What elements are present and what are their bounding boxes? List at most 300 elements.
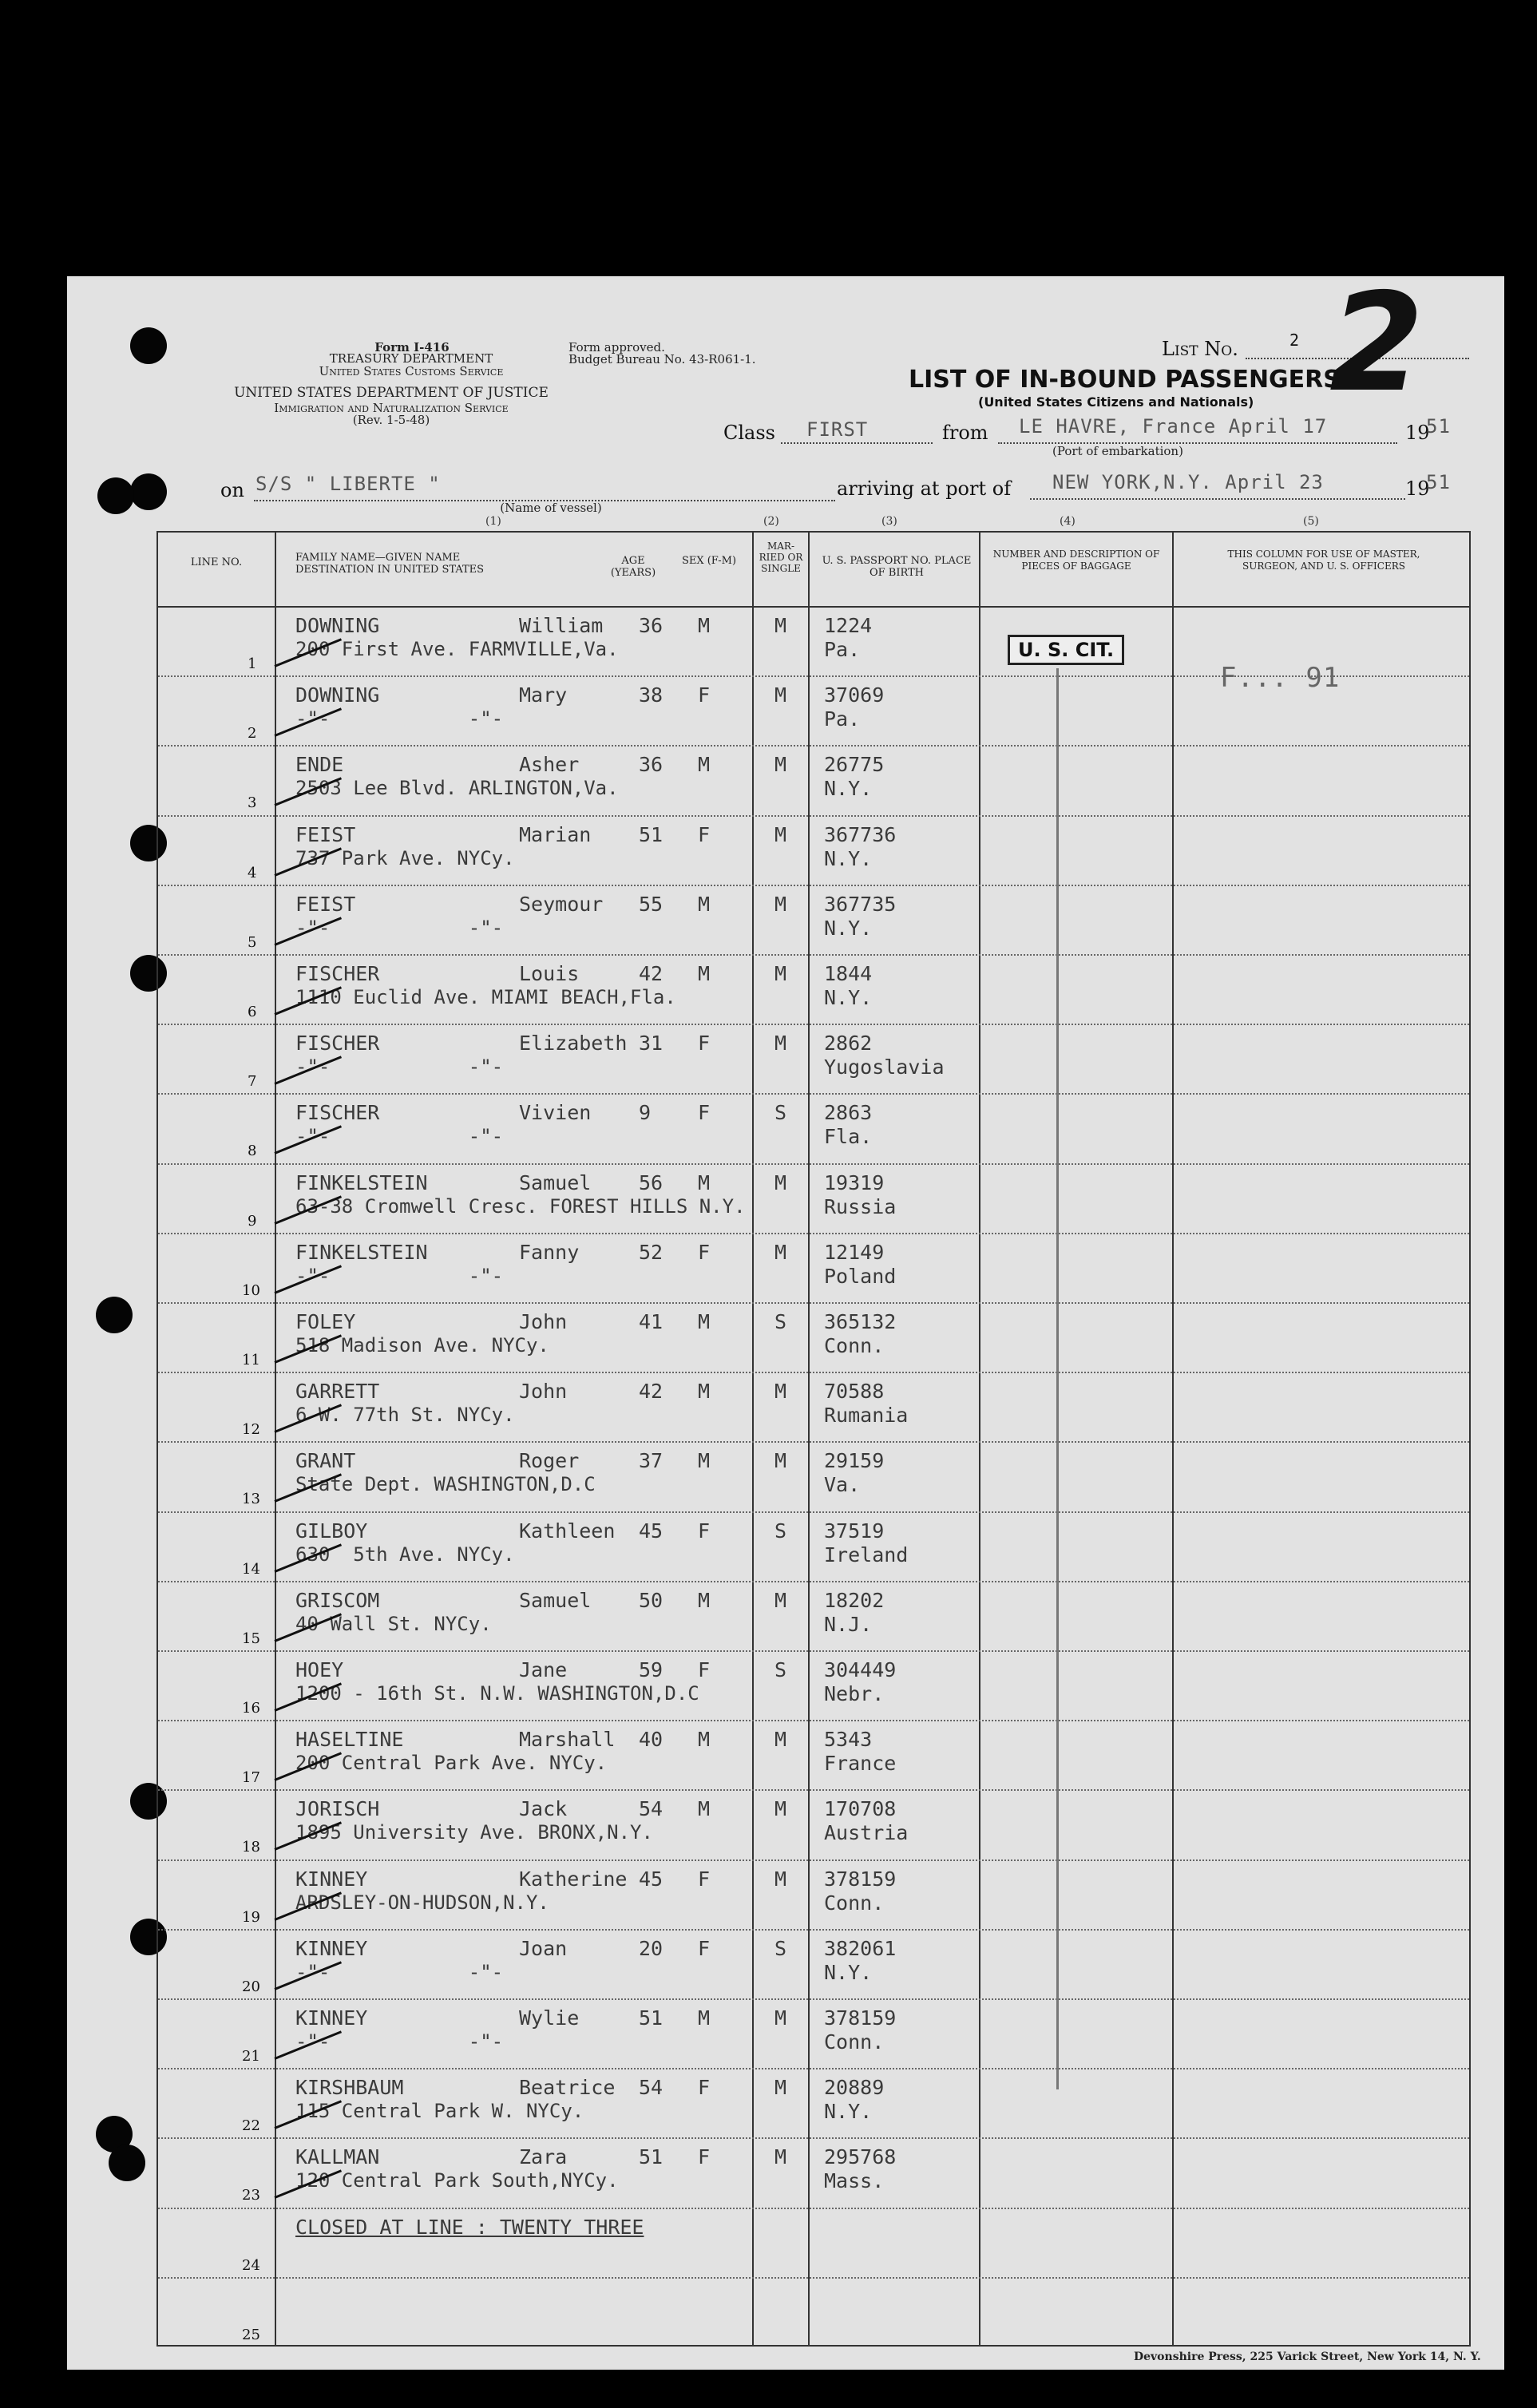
- marital-status: M: [774, 1170, 787, 1194]
- table-row: [158, 1789, 1469, 1859]
- given-name: Fanny: [519, 1240, 580, 1264]
- row-divider: [158, 2277, 1469, 2279]
- department-of-justice: UNITED STATES DEPARTMENT OF JUSTICE: [234, 385, 549, 401]
- treasury-department: TREASURY DEPARTMENT: [329, 351, 493, 366]
- table-row: [158, 885, 1469, 954]
- family-name: KINNEY: [295, 2006, 368, 2030]
- marital-status: S: [774, 1519, 787, 1543]
- row-divider: [158, 1233, 1469, 1234]
- birthplace: N.Y.: [824, 846, 873, 870]
- line-number: 19: [242, 1908, 260, 1926]
- form-number: Form I-416: [374, 340, 450, 354]
- sex: F: [698, 1032, 711, 1055]
- from-year-suffix: 51: [1426, 415, 1451, 438]
- destination: 40 Wall St. NYCy.: [295, 1612, 492, 1635]
- birthplace: Ireland: [824, 1543, 909, 1566]
- passport-number: 378159: [824, 1867, 897, 1891]
- birthplace: Russia: [824, 1194, 897, 1218]
- table-row: [158, 1720, 1469, 1789]
- passport-number: 2863: [824, 1101, 873, 1125]
- marital-status: M: [774, 1449, 787, 1473]
- form-title: LIST OF IN-BOUND PASSENGERS: [909, 366, 1341, 394]
- birthplace: N.J.: [824, 1612, 873, 1636]
- birthplace: Mass.: [824, 2169, 885, 2193]
- line-number: 7: [248, 1073, 257, 1091]
- passport-number: 19319: [824, 1170, 885, 1194]
- table-row: [158, 1441, 1469, 1511]
- family-name: KINNEY: [295, 1867, 368, 1891]
- age: 50: [639, 1588, 664, 1612]
- arriving-year-suffix: 51: [1426, 471, 1451, 493]
- arriving-label: arriving at port of: [837, 477, 1012, 500]
- column-header-line: LINE NO.: [190, 556, 243, 568]
- sex: F: [698, 2145, 711, 2169]
- stamp-ditto-line: [1056, 668, 1059, 2089]
- sex: M: [698, 1170, 711, 1194]
- table-row: [158, 1511, 1469, 1581]
- family-name: KINNEY: [295, 1936, 368, 1960]
- table-row: [158, 1929, 1469, 1998]
- column-number: (1): [485, 515, 501, 528]
- marital-status: M: [774, 2076, 787, 2100]
- on-label: on: [220, 479, 244, 501]
- line-number: 3: [248, 794, 257, 812]
- birthplace: Pa.: [824, 638, 861, 661]
- family-name: GRISCOM: [295, 1588, 380, 1612]
- list-number-value: 2: [1289, 331, 1301, 350]
- given-name: Kathleen: [519, 1519, 616, 1543]
- destination: 2503 Lee Blvd. ARLINGTON,Va.: [295, 777, 619, 800]
- age: 51: [639, 2006, 664, 2030]
- destination: 120 Central Park South,NYCy.: [295, 2169, 619, 2192]
- family-name: HASELTINE: [295, 1728, 404, 1752]
- age: 42: [639, 962, 664, 985]
- arriving-year-prefix: 19: [1405, 477, 1430, 500]
- destination: -"- -"-: [295, 1264, 504, 1287]
- birthplace: Nebr.: [824, 1682, 885, 1705]
- line-number: 4: [248, 864, 257, 881]
- passport-number: 304449: [824, 1658, 897, 1681]
- birthplace: N.Y.: [824, 986, 873, 1009]
- class-line: [781, 442, 933, 444]
- customs-service: United States Customs Service: [319, 364, 504, 378]
- sex: M: [698, 1380, 711, 1404]
- marital-status: M: [774, 1240, 787, 1264]
- destination: ARDSLEY-ON-HUDSON,N.Y.: [295, 1891, 549, 1914]
- punch-hole: [97, 477, 134, 514]
- form-subtitle: (United States Citizens and Nationals): [978, 394, 1254, 410]
- destination: -"- -"-: [295, 1960, 504, 1983]
- row-divider: [158, 1441, 1469, 1443]
- sex: M: [698, 1449, 711, 1473]
- vessel-caption: (Name of vessel): [500, 501, 602, 515]
- given-name: Roger: [519, 1449, 580, 1473]
- age: 36: [639, 614, 664, 637]
- passport-number: 26775: [824, 753, 885, 777]
- destination: 518 Madison Ave. NYCy.: [295, 1334, 549, 1356]
- sex: M: [698, 1588, 711, 1612]
- given-name: Elizabeth: [519, 1032, 628, 1055]
- row-divider: [158, 2137, 1469, 2139]
- column-header-passport: U. S. PASSPORT NO. PLACE OF BIRTH: [822, 555, 972, 579]
- family-name: GRANT: [295, 1449, 356, 1473]
- marital-status: M: [774, 1728, 787, 1752]
- row-divider: [158, 1929, 1469, 1931]
- passport-number: 170708: [824, 1797, 897, 1821]
- officer-note: F... 91: [1220, 662, 1341, 694]
- age: 36: [639, 753, 664, 777]
- sex: M: [698, 614, 711, 637]
- row-divider: [158, 2208, 1469, 2209]
- port-caption: (Port of embarkation): [1052, 444, 1183, 458]
- birthplace: N.Y.: [824, 777, 873, 801]
- given-name: Zara: [519, 2145, 568, 2169]
- age: 9: [639, 1101, 652, 1125]
- printer-credit: Devonshire Press, 225 Varick Street, New York 14, N. Y.: [1134, 2351, 1481, 2363]
- column-number: (5): [1303, 515, 1319, 528]
- family-name: GILBOY: [295, 1519, 368, 1543]
- passport-number: 365132: [824, 1310, 897, 1333]
- sex: F: [698, 1101, 711, 1125]
- from-label: from: [942, 422, 988, 444]
- family-name: ENDE: [295, 753, 344, 777]
- marital-status: M: [774, 753, 787, 777]
- given-name: Marshall: [519, 1728, 616, 1752]
- sex: M: [698, 892, 711, 916]
- age: 54: [639, 2076, 664, 2100]
- given-name: Katherine: [519, 1867, 628, 1891]
- passport-number: 18202: [824, 1588, 885, 1612]
- marital-status: M: [774, 892, 787, 916]
- row-divider: [158, 1650, 1469, 1652]
- marital-status: M: [774, 1797, 787, 1821]
- list-number-label: List No.: [1162, 338, 1238, 360]
- table-row: [158, 745, 1469, 814]
- row-divider: [158, 1163, 1469, 1165]
- marital-status: M: [774, 2145, 787, 2169]
- table-row: [158, 1024, 1469, 1093]
- destination: -"- -"-: [295, 1055, 504, 1079]
- destination: 1200 - 16th St. N.W. WASHINGTON,D.C: [295, 1682, 699, 1705]
- passport-number: 2862: [824, 1032, 873, 1055]
- passport-number: 367736: [824, 822, 897, 846]
- line-number: 14: [242, 1560, 260, 1578]
- passport-number: 1844: [824, 962, 873, 985]
- column-number: (2): [763, 515, 779, 528]
- age: 59: [639, 1658, 664, 1681]
- given-name: Wylie: [519, 2006, 580, 2030]
- table-row: [158, 2068, 1469, 2137]
- sex: M: [698, 753, 711, 777]
- sex: F: [698, 1658, 711, 1681]
- line-number: 6: [248, 1004, 257, 1020]
- sex: F: [698, 683, 711, 707]
- passport-number: 70588: [824, 1380, 885, 1404]
- destination: 737 Park Ave. NYCy.: [295, 846, 515, 869]
- birthplace: N.Y.: [824, 916, 873, 940]
- sex: M: [698, 1728, 711, 1752]
- table-row: [158, 1302, 1469, 1372]
- arriving-line: [1030, 498, 1405, 500]
- marital-status: M: [774, 1032, 787, 1055]
- family-name: FEIST: [295, 892, 356, 916]
- marital-status: M: [774, 822, 787, 846]
- family-name: FISCHER: [295, 962, 380, 985]
- column-header-baggage: NUMBER AND DESCRIPTION OF PIECES OF BAGGAGE: [992, 549, 1160, 572]
- line-number: 8: [248, 1143, 257, 1160]
- age: 51: [639, 2145, 664, 2169]
- row-divider: [158, 1372, 1469, 1373]
- vessel-value: S/S " LIBERTE ": [256, 473, 441, 495]
- table-row: [158, 1093, 1469, 1162]
- given-name: Samuel: [519, 1588, 592, 1612]
- table-row: [158, 2208, 1469, 2277]
- family-name: FEIST: [295, 822, 356, 846]
- line-number: 24: [242, 2256, 260, 2274]
- passport-number: 382061: [824, 1936, 897, 1960]
- line-number: 20: [242, 1978, 260, 1995]
- destination: 6 W. 77th St. NYCy.: [295, 1404, 515, 1427]
- family-name: HOEY: [295, 1658, 344, 1681]
- list-number-large: 2: [1329, 264, 1424, 422]
- row-divider: [158, 885, 1469, 886]
- destination: -"- -"-: [295, 916, 504, 939]
- given-name: Samuel: [519, 1170, 592, 1194]
- birthplace: France: [824, 1752, 897, 1776]
- sex: F: [698, 1519, 711, 1543]
- row-divider: [158, 1302, 1469, 1304]
- given-name: Louis: [519, 962, 580, 985]
- age: 42: [639, 1380, 664, 1404]
- sex: M: [698, 2006, 711, 2030]
- row-divider: [158, 1581, 1469, 1582]
- line-number: 2: [248, 725, 257, 743]
- age: 38: [639, 683, 664, 707]
- punch-hole: [130, 327, 167, 364]
- family-name: GARRETT: [295, 1380, 380, 1404]
- column-header-age: AGE (YEARS): [610, 555, 656, 579]
- birthplace: N.Y.: [824, 2100, 873, 2124]
- marital-status: M: [774, 683, 787, 707]
- age: 45: [639, 1867, 664, 1891]
- column-number: (3): [881, 515, 897, 528]
- row-divider: [158, 1511, 1469, 1513]
- age: 41: [639, 1310, 664, 1333]
- destination: 115 Central Park W. NYCy.: [295, 2100, 584, 2123]
- closed-note: CLOSED AT LINE : TWENTY THREE: [295, 2215, 644, 2239]
- family-name: FISCHER: [295, 1032, 380, 1055]
- form-approved: Form approved.: [568, 340, 665, 354]
- marital-status: M: [774, 1380, 787, 1404]
- given-name: Marian: [519, 822, 592, 846]
- sex: M: [698, 1310, 711, 1333]
- passenger-table: [156, 531, 1471, 2347]
- line-number: 13: [242, 1491, 260, 1508]
- family-name: FOLEY: [295, 1310, 356, 1333]
- given-name: Jack: [519, 1797, 568, 1821]
- given-name: John: [519, 1380, 568, 1404]
- row-divider: [158, 1024, 1469, 1025]
- row-divider: [158, 1789, 1469, 1791]
- table-row: [158, 954, 1469, 1024]
- age: 52: [639, 1240, 664, 1264]
- age: 55: [639, 892, 664, 916]
- destination: -"- -"-: [295, 2030, 504, 2053]
- line-number: 16: [242, 1700, 260, 1717]
- destination: -"- -"-: [295, 1125, 504, 1148]
- row-divider: [158, 815, 1469, 817]
- from-value: LE HAVRE, France April 17: [1019, 415, 1328, 438]
- family-name: KALLMAN: [295, 2145, 380, 2169]
- column-header-sex: SEX (F-M): [681, 555, 737, 567]
- marital-status: M: [774, 962, 787, 985]
- family-name: DOWNING: [295, 614, 380, 637]
- age: 54: [639, 1797, 664, 1821]
- table-row: [158, 1163, 1469, 1233]
- line-number: 12: [242, 1421, 260, 1439]
- birthplace: Yugoslavia: [824, 1055, 945, 1079]
- destination: 200 Central Park Ave. NYCy.: [295, 1752, 608, 1775]
- punch-hole: [109, 2145, 145, 2181]
- budget-bureau: Budget Bureau No. 43-R061-1.: [568, 352, 756, 366]
- marital-status: S: [774, 1101, 787, 1125]
- birthplace: Austria: [824, 1821, 909, 1845]
- given-name: Seymour: [519, 892, 604, 916]
- column-header-officers: THIS COLUMN FOR USE OF MASTER, SURGEON, AND U. S. OFFICERS: [1227, 549, 1420, 572]
- marital-status: M: [774, 2006, 787, 2030]
- line-number: 23: [242, 2187, 260, 2204]
- line-number: 11: [242, 1352, 260, 1368]
- immigration-service: Immigration and Naturalization Service: [274, 401, 509, 415]
- line-number: 15: [242, 1630, 260, 1647]
- sex: F: [698, 1240, 711, 1264]
- given-name: Mary: [519, 683, 568, 707]
- table-row: [158, 1581, 1469, 1650]
- column-header-name: FAMILY NAME—GIVEN NAME DESTINATION IN UNITED STATES: [295, 552, 485, 576]
- punch-hole: [130, 473, 167, 510]
- age: 31: [639, 1032, 664, 1055]
- birthplace: N.Y.: [824, 1960, 873, 1984]
- family-name: FINKELSTEIN: [295, 1170, 428, 1194]
- marital-status: M: [774, 1867, 787, 1891]
- given-name: Asher: [519, 753, 580, 777]
- destination: 1110 Euclid Ave. MIAMI BEACH,Fla.: [295, 986, 676, 1008]
- table-row: [158, 1650, 1469, 1720]
- passport-number: 378159: [824, 2006, 897, 2030]
- birthplace: Poland: [824, 1264, 897, 1288]
- table-row: [158, 1233, 1469, 1302]
- row-divider: [158, 1720, 1469, 1721]
- destination: State Dept. WASHINGTON,D.C: [295, 1473, 596, 1496]
- given-name: Beatrice: [519, 2076, 616, 2100]
- age: 56: [639, 1170, 664, 1194]
- birthplace: Conn.: [824, 1334, 885, 1357]
- sex: F: [698, 1936, 711, 1960]
- marital-status: M: [774, 614, 787, 637]
- birthplace: Fla.: [824, 1125, 873, 1149]
- given-name: John: [519, 1310, 568, 1333]
- line-number: 5: [248, 933, 257, 951]
- line-number: 25: [242, 2326, 260, 2343]
- marital-status: S: [774, 1310, 787, 1333]
- passport-number: 1224: [824, 614, 873, 637]
- us-citizen-stamp: U. S. CIT.: [1008, 635, 1124, 665]
- passport-number: 5343: [824, 1728, 873, 1752]
- passport-number: 37519: [824, 1519, 885, 1543]
- row-divider: [158, 2068, 1469, 2069]
- from-year-prefix: 19: [1405, 422, 1430, 444]
- destination: 63-38 Cromwell Cresc. FOREST HILLS N.Y.: [295, 1194, 746, 1218]
- row-divider: [158, 1998, 1469, 2000]
- family-name: KIRSHBAUM: [295, 2076, 404, 2100]
- sex: F: [698, 1867, 711, 1891]
- line-number: 18: [242, 1839, 260, 1856]
- line-number: 21: [242, 2048, 260, 2065]
- age: 37: [639, 1449, 664, 1473]
- family-name: FISCHER: [295, 1101, 380, 1125]
- table-row: [158, 1859, 1469, 1929]
- table-row: [158, 1998, 1469, 2068]
- table-row: [158, 1372, 1469, 1441]
- passport-number: 20889: [824, 2076, 885, 2100]
- birthplace: Conn.: [824, 1891, 885, 1915]
- table-row: [158, 2137, 1469, 2207]
- birthplace: Pa.: [824, 707, 861, 731]
- destination: 200 First Ave. FARMVILLE,Va.: [295, 638, 619, 660]
- age: 45: [639, 1519, 664, 1543]
- passport-number: 37069: [824, 683, 885, 707]
- line-number: 17: [242, 1769, 260, 1787]
- age: 20: [639, 1936, 664, 1960]
- row-divider: [158, 1859, 1469, 1861]
- given-name: Vivien: [519, 1101, 592, 1125]
- passport-number: 367735: [824, 892, 897, 916]
- given-name: Jane: [519, 1658, 568, 1681]
- birthplace: Conn.: [824, 2030, 885, 2054]
- table-row: [158, 2277, 1469, 2347]
- sex: M: [698, 1797, 711, 1821]
- family-name: JORISCH: [295, 1797, 380, 1821]
- given-name: Joan: [519, 1936, 568, 1960]
- row-divider: [158, 1093, 1469, 1095]
- class-label: Class: [723, 422, 775, 444]
- table-row: [158, 815, 1469, 885]
- age: 40: [639, 1728, 664, 1752]
- family-name: DOWNING: [295, 683, 380, 707]
- passport-number: 29159: [824, 1449, 885, 1473]
- destination: -"- -"-: [295, 707, 504, 731]
- marital-status: S: [774, 1658, 787, 1681]
- row-divider: [158, 954, 1469, 956]
- age: 51: [639, 822, 664, 846]
- destination: 630 5th Ave. NYCy.: [295, 1543, 515, 1566]
- destination: 1895 University Ave. BRONX,N.Y.: [295, 1821, 653, 1844]
- line-number: 22: [242, 2117, 260, 2135]
- family-name: FINKELSTEIN: [295, 1240, 428, 1264]
- sex: M: [698, 962, 711, 985]
- revision: (Rev. 1-5-48): [352, 413, 430, 427]
- row-divider: [158, 745, 1469, 747]
- line-number: 10: [242, 1281, 260, 1299]
- marital-status: S: [774, 1936, 787, 1960]
- sex: F: [698, 2076, 711, 2100]
- arriving-value: NEW YORK,N.Y. April 23: [1052, 471, 1324, 493]
- column-header-married: MAR-RIED OR SINGLE: [759, 541, 803, 574]
- marital-status: M: [774, 1588, 787, 1612]
- class-value: FIRST: [806, 418, 869, 441]
- line-number: 1: [248, 655, 257, 672]
- sex: F: [698, 822, 711, 846]
